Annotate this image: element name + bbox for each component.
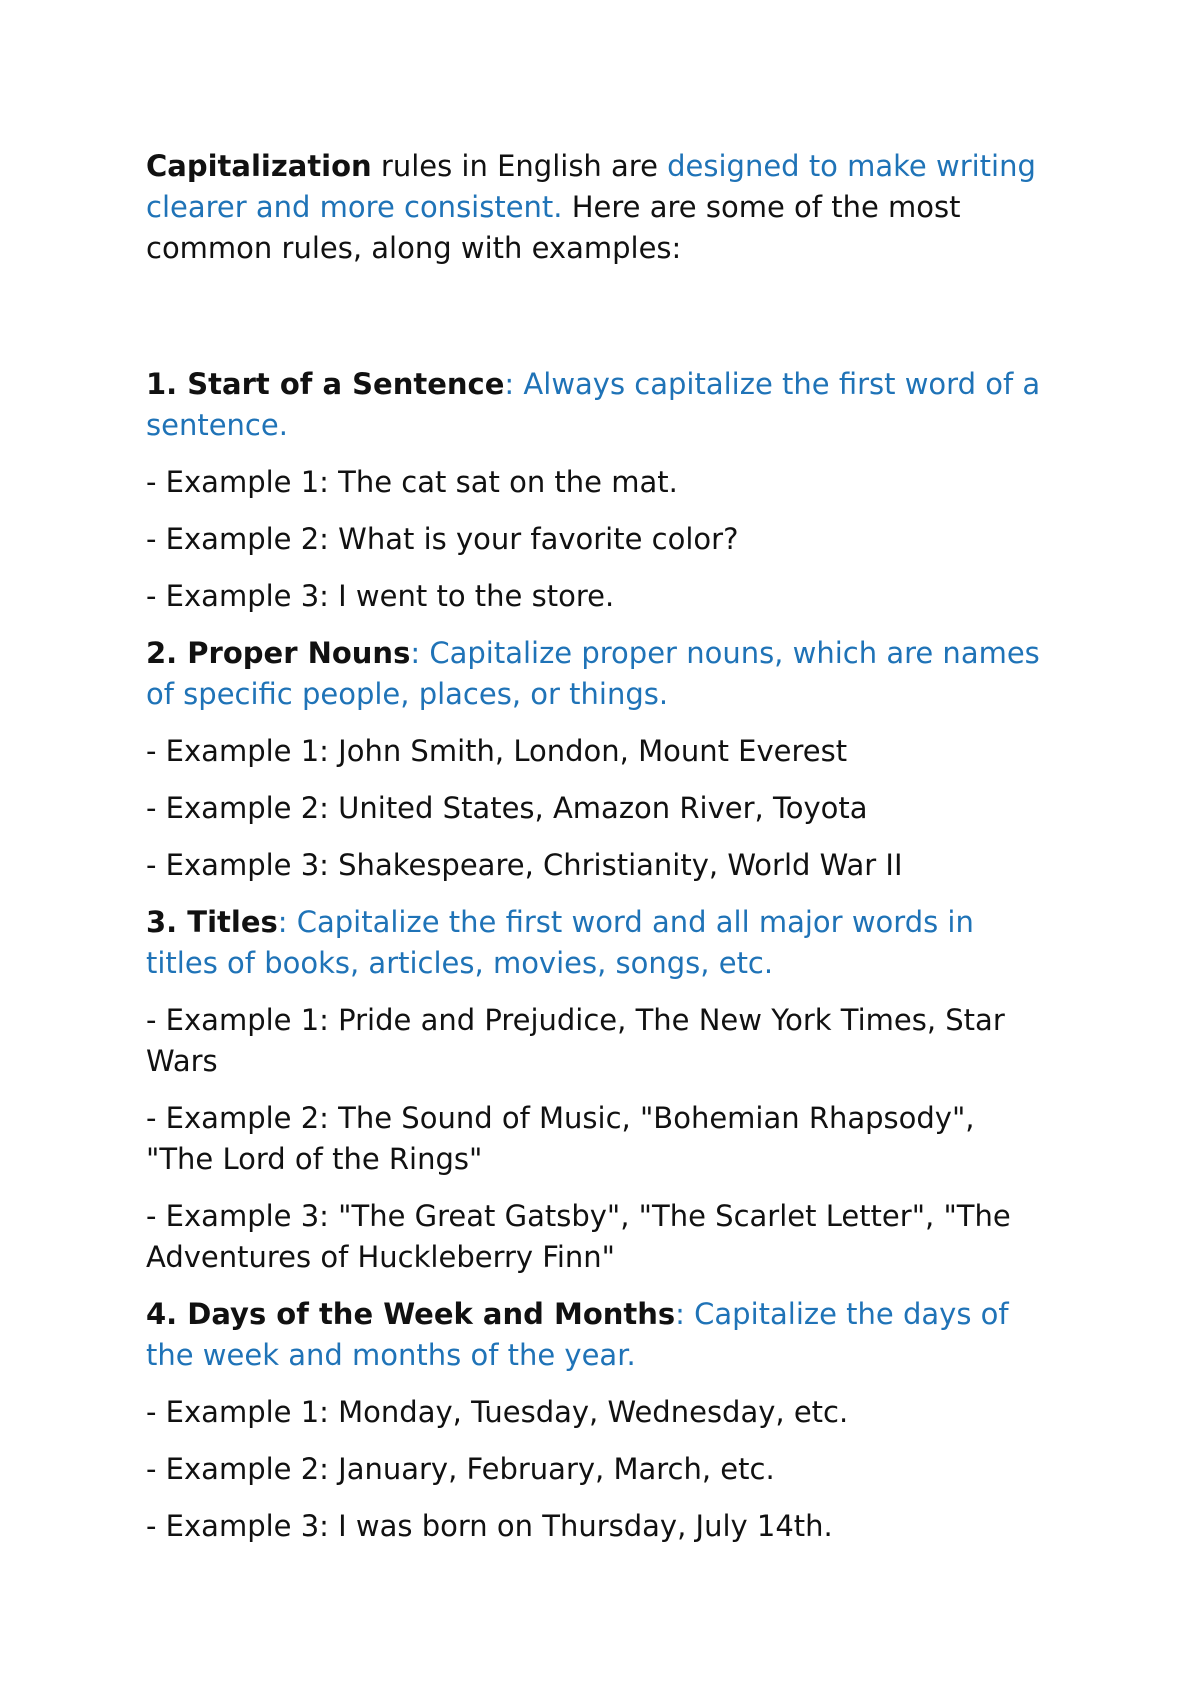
rule-heading — [146, 1294, 1046, 1376]
rule-description: Always capitalize the first word of a sentence. — [146, 367, 1041, 442]
intro-text-1: rules in English are — [371, 149, 668, 183]
rule-title: 4. Days of the Week and Months — [146, 1297, 676, 1331]
document-body — [146, 146, 1046, 1563]
rule-example: - Example 1: Monday, Tuesday, Wednesday, etc. — [146, 1395, 849, 1429]
rule-title: 3. Titles — [146, 905, 278, 939]
rule-example: - Example 1: John Smith, London, Mount Everest — [146, 734, 848, 768]
rule-example: - Example 1: The cat sat on the mat. — [146, 465, 678, 499]
intro-bold-term: Capitalization — [146, 149, 372, 183]
rule-description: Capitalize the days of the week and months of the year. — [146, 1297, 1009, 1372]
rule-title: 2. Proper Nouns — [146, 636, 411, 670]
rule-example: - Example 3: Shakespeare, Christianity, World War II — [146, 848, 903, 882]
rule-heading — [146, 633, 1046, 715]
rule-heading — [146, 364, 1046, 446]
rule-example: - Example 3: "The Great Gatsby", "The Scarlet Letter", "The Adventures of Huckleberry Finn" — [146, 1199, 1011, 1274]
intro-text-2: Here are some of the most common rules, along with examples: — [146, 190, 961, 265]
rule-description: Capitalize proper nouns, which are names of specific people, places, or things. — [146, 636, 1040, 711]
rule-title: 1. Start of a Sentence — [146, 367, 505, 401]
rule-example: - Example 2: United States, Amazon River, Toyota — [146, 791, 868, 825]
rule-example: - Example 3: I went to the store. — [146, 579, 615, 613]
rule-example: - Example 2: The Sound of Music, "Bohemian Rhapsody", "The Lord of the Rings" — [146, 1101, 975, 1176]
rule-description: Capitalize the first word and all major words in titles of books, articles, movies, songs, etc. — [146, 905, 974, 980]
intro-paragraph — [146, 146, 1046, 269]
rule-separator: : — [410, 636, 430, 670]
rule-separator: : — [504, 367, 524, 401]
rule-example: - Example 1: Pride and Prejudice, The New York Times, Star Wars — [146, 1003, 1005, 1078]
rule-example: - Example 3: I was born on Thursday, July 14th. — [146, 1509, 833, 1543]
rule-example: - Example 2: January, February, March, etc. — [146, 1452, 775, 1486]
rule-example: - Example 2: What is your favorite color? — [146, 522, 739, 556]
rule-separator: : — [277, 905, 297, 939]
intro-accent-text: designed to make writing clearer and more consistent. — [146, 149, 1036, 224]
rule-heading — [146, 902, 1046, 984]
rule-separator: : — [675, 1297, 695, 1331]
